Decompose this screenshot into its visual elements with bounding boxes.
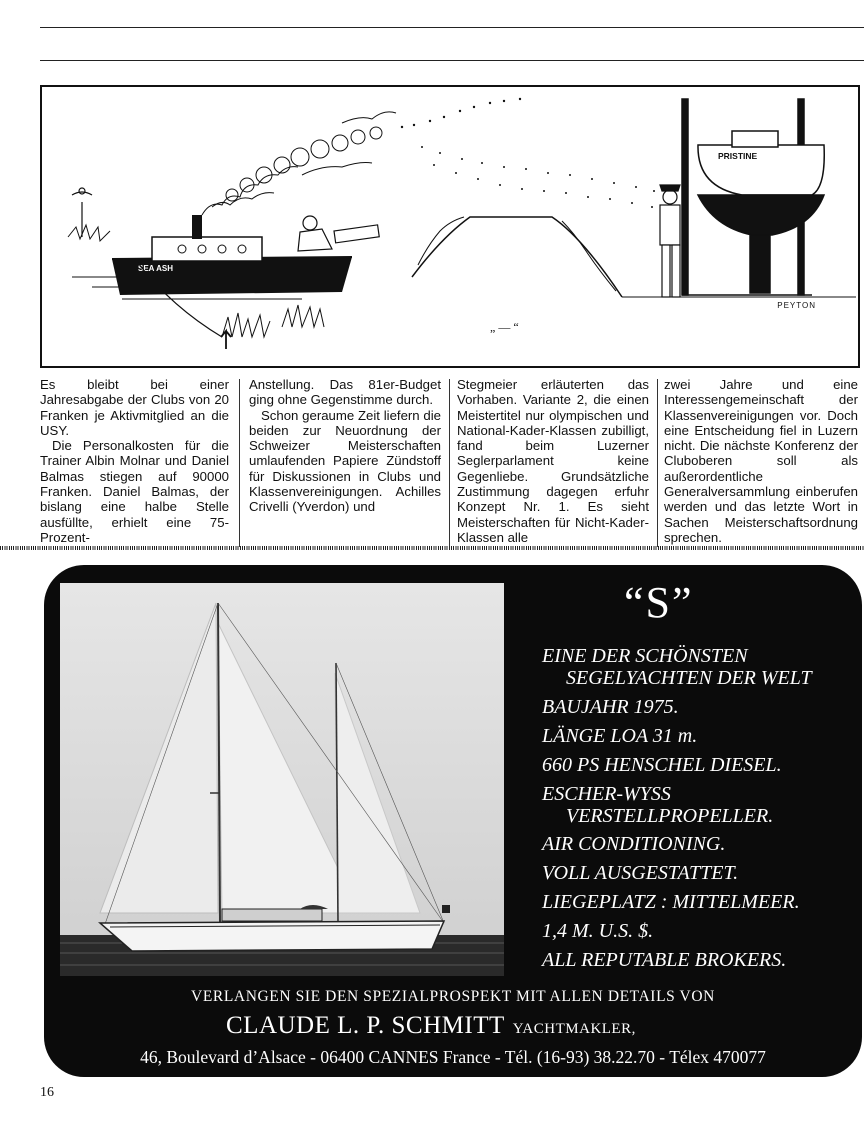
article-columns (40, 377, 862, 553)
artist-signature: PEYTON (777, 301, 816, 310)
top-rule (40, 27, 864, 28)
article-paragraph: Es bleibt bei einer Jahresabgabe der Clubs von 20 Franken je Aktivmitglied an die USY. (40, 377, 229, 438)
column-divider (239, 379, 240, 547)
article-column-4 (664, 377, 858, 553)
ad-spec-line: SEGELYACHTEN DER WELT (566, 667, 812, 689)
page-number: 16 (40, 1085, 54, 1100)
article-column-1 (40, 377, 229, 553)
ad-spec-line: LÄNGE LOA 31 m. (542, 725, 698, 747)
ad-request-text: VERLANGEN SIE DEN SPEZIALPROSPEKT MIT ALLEN DETAILS VON (191, 988, 715, 1005)
article-column-3 (457, 377, 649, 553)
yacht-advertisement (44, 565, 862, 1077)
top-rule (40, 60, 864, 61)
article-column-2 (249, 377, 441, 553)
ad-spec-line: VOLL AUSGESTATTET. (542, 862, 739, 884)
article-paragraph: zwei Jahre und eine Interessengemeinschaft der Klassenvereinigungen vor. Doch eine Entscheidung fiel in Luzern nicht. Die nächste Konferenz der Cluboberen soll als außerordentliche Generalversammlung einberufen werden und das letzte Wort in Sachen Meisterschaftsordnung sprechen. (664, 377, 858, 545)
yacht-name-label: PRISTINE (718, 151, 758, 161)
ad-spec-line: BAUJAHR 1975. (542, 696, 679, 718)
yacht-photo (60, 583, 504, 976)
cartoon-quote: „ — “ (490, 320, 519, 334)
ad-spec-line: AIR CONDITIONING. (542, 833, 726, 855)
article-paragraph: Stegmeier erläuterten das Vorhaben. Variante 2, die einen Meistertitel nur olympischen und National-Kader-Klassen zubilligt, fand beim Luzerner Seglerparlament keine Gegenliebe. Grundsätzliche Zustimmung dagegen erfuhr Konzept Nr. 1. Es sieht Meisterschaften für Nicht-Kader-Klassen alle (457, 377, 649, 545)
ad-spec-line: EINE DER SCHÖNSTEN (542, 645, 748, 667)
broker-role: YACHTMAKLER, (512, 1021, 636, 1037)
broker-name: CLAUDE L. P. SCHMITT (226, 1012, 505, 1039)
cartoon-illustration (40, 85, 860, 368)
article-paragraph: Schon geraume Zeit liefern die beiden zur Neuordnung der Schweizer Meisterschaften umlaufenden Papiere Zündstoff für Diskussionen in Clubs und Klassenvereinigungen. Achilles Crivelli (Yverdon) und (249, 407, 441, 515)
dotted-separator (0, 546, 864, 550)
article-paragraph: Anstellung. Das 81er-Budget ging ohne Gegenstimme durch. (249, 377, 441, 408)
ad-spec-line: ALL REPUTABLE BROKERS. (542, 949, 787, 971)
ad-spec-line: LIEGEPLATZ : MITTELMEER. (542, 891, 800, 913)
boat-name-label: SEA ASH (138, 264, 173, 273)
ad-spec-line: ESCHER-WYSS (542, 783, 671, 805)
column-divider (657, 379, 658, 547)
ad-spec-line: 1,4 M. U.S. $. (542, 920, 654, 942)
ad-headline: “S” (624, 578, 694, 627)
ad-address: 46, Boulevard d’Alsace - 06400 CANNES France - Tél. (16-93) 38.22.70 - Télex 470077 (140, 1047, 766, 1067)
ad-spec-line: 660 PS HENSCHEL DIESEL. (542, 754, 782, 776)
ad-broker (226, 1012, 636, 1040)
ad-spec-line: VERSTELLPROPELLER. (566, 805, 774, 827)
column-divider (449, 379, 450, 547)
article-paragraph: Die Personalkosten für die Trainer Albin Molnar und Daniel Balmas stiegen auf 90000 Franken. Daniel Balmas, der bislang eine halbe Stelle ausfüllte, erhielt eine 75-Prozent- (40, 438, 229, 545)
